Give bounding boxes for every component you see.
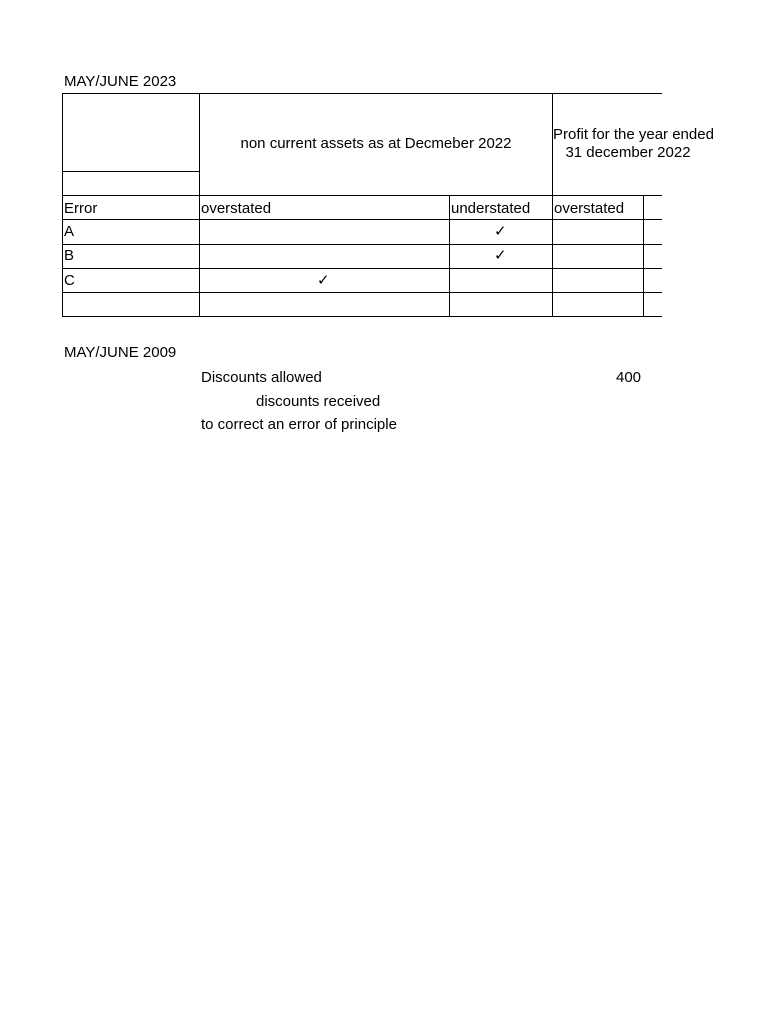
row-c-error: C <box>64 272 75 289</box>
table-line-row3 <box>62 268 662 269</box>
col-header-nca-understated: understated <box>451 200 531 217</box>
journal-debit-amount: 400 <box>616 369 642 386</box>
header-profit-line1: Profit for the year ended <box>553 126 714 143</box>
table-line-row2 <box>62 244 662 245</box>
journal-credit-account: discounts received <box>256 393 381 410</box>
table-vline-col1 <box>199 93 200 317</box>
col-header-nca-overstated: overstated <box>201 200 272 217</box>
section-title-2009: MAY/JUNE 2009 <box>64 344 177 361</box>
section-title-2023: MAY/JUNE 2023 <box>64 73 177 90</box>
table-line-row1 <box>62 219 662 220</box>
table-border-top <box>62 93 662 94</box>
col-header-profit-overstated: overstated <box>554 200 625 217</box>
table-line-left-sub <box>62 171 200 172</box>
header-non-current-assets: non current assets as at Decmeber 2022 <box>240 135 512 152</box>
check-icon: ✓ <box>317 271 330 289</box>
row-a-error: A <box>64 223 75 240</box>
header-profit-line2: 31 december 2022 <box>565 144 691 161</box>
check-icon: ✓ <box>494 222 507 240</box>
table-vline-col4 <box>643 195 644 317</box>
col-header-error: Error <box>64 200 98 217</box>
row-b-error: B <box>64 247 75 264</box>
table-line-row4 <box>62 292 662 293</box>
journal-debit-account: Discounts allowed <box>201 369 322 386</box>
check-icon: ✓ <box>494 246 507 264</box>
table-line-bottom <box>62 316 662 317</box>
table-vline-col2 <box>449 195 450 317</box>
journal-narrative: to correct an error of principle <box>201 416 397 433</box>
table-vline-left <box>62 93 63 317</box>
table-line-colheader-top <box>62 195 662 196</box>
